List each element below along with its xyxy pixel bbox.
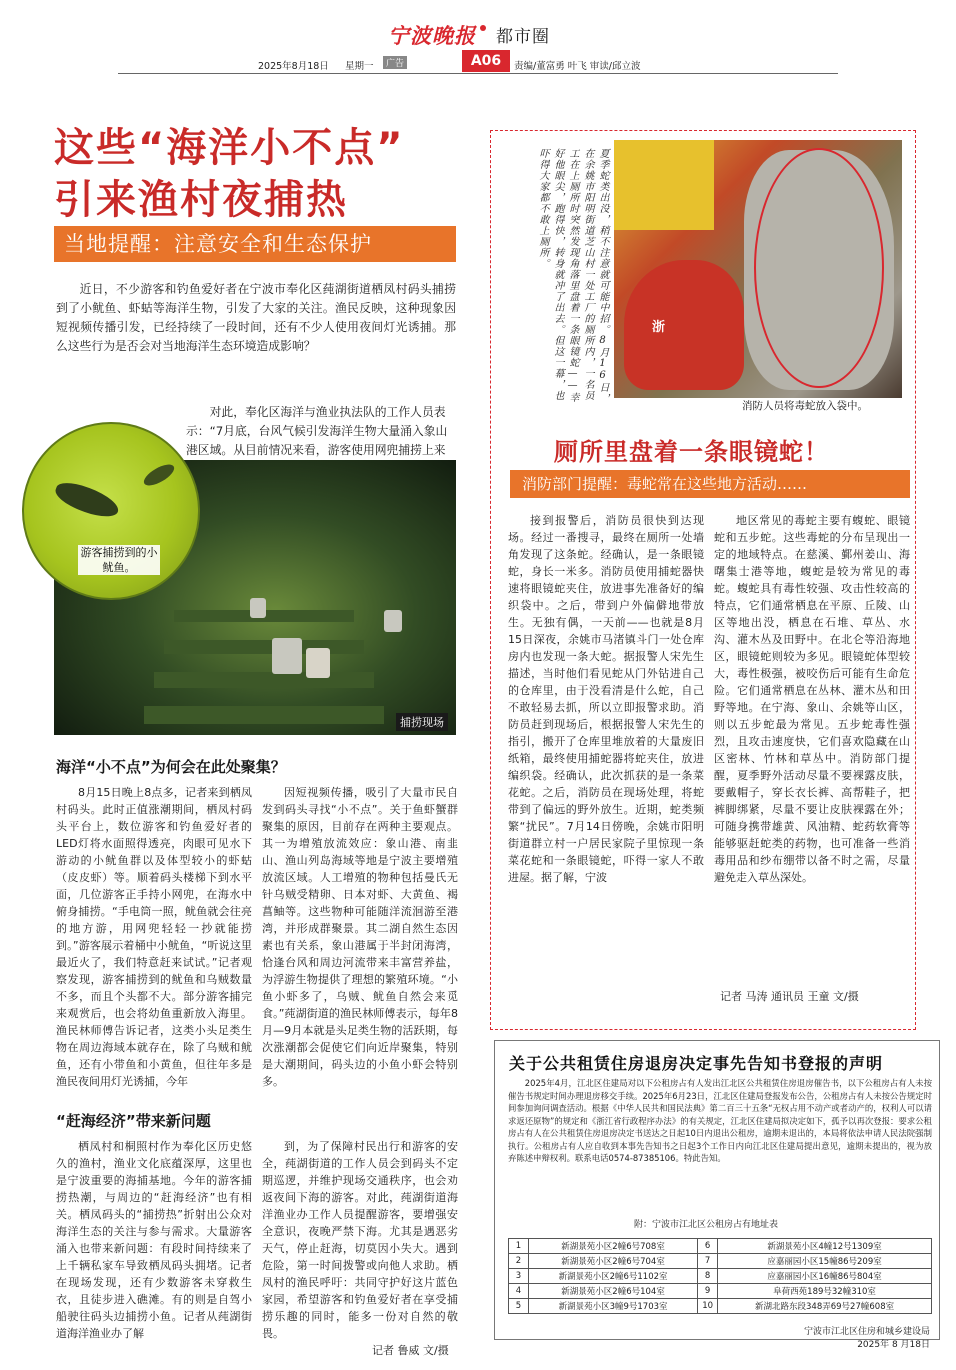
bucket-caption: 游客捕捞到的小鱿鱼。 [78,545,160,575]
row-address: 新湖景苑小区2幢6号708室 [529,1239,698,1254]
article1-title-line1: 这些“海洋小不点” [54,125,405,171]
notice-body: 2025年4月，江北区住建局对以下公租房占有人发出江北区公共租赁住房退房催告书，以下公租房占有人未按催告书规定时间办理退房移交手续。2025年6月23日，江北区住建局登报发布公告，公租房占有人未按公告规定时间参加询问调查活动。根据《中华人民共和国民法典》第二百三十五条“无权占用不动产或者动产的，权利人可以请求返还原物”的规定和《浙江省行政程序办法》的有关规定，江北区住建局拟决定如下，孤予以再次登报：要求公租房占有人在公共租赁住房退房决定书送达之日起10日内退出公租房，逾期未退出的，本局将依法申请人民法院强制执行。公租房占有人应自收到本事先告知书之日起3个工作日内向江北区住建局提出意见，逾期未提出的，视为放弃陈述申辩权利。联系电话0574-87385106。特此告知。 [508,1078,932,1163]
row-address: 新湖景苑小区4幢12号1309室 [718,1239,932,1254]
row-address: 应嘉丽园小区16幢86号804室 [718,1269,932,1284]
page-number: A06 [462,50,510,72]
issue-date: 2025年8月18日 [258,61,329,72]
row-address: 新湖北路东段348弄69号27幢608室 [718,1299,932,1314]
article1-subtitle: 当地提醒：注意安全和生态保护 [54,226,456,262]
row-number: 7 [698,1254,718,1269]
section2-column1: 栖凤村和桐照村作为奉化区历史悠久的渔村，渔业文化底蕴深厚，这里也是宁波重要的海捕基地。今年的游客捕捞热潮，与周边的“赶海经济”也有相关。栖凤码头的“捕捞热”折射出公众对海洋生态的关注与参与需求。大量游客涌入也带来新问题：有段时间持续来了上千辆私家车导致栖凤码头拥堵。记者在现场发现，还有少数游客未穿救生衣，且徒步进入礁滩。有的则是自驾小船驶往码头边捕捞小鱼。记者从莼湖街道海洋渔业办了解 [56,1140,252,1340]
row-number: 6 [698,1239,718,1254]
row-address: 应嘉丽园小区15幢86号209室 [718,1254,932,1269]
snake-article-lead: 夏季蛇类出没，稍不注意就可能中招。8月16日，在余姚市阳明街道芝山村一处工厂的厕所内，一名员工在上厕所时突然发现角落里盘着一条眼镜蛇——幸好他眼尖，跑得快，转身就冲了出去。但这一幕，也吓得大家都不敢上厕所。 [537,148,608,404]
masthead-brand: 宁波晚报 [388,23,476,48]
notice-signature [804,1324,930,1350]
masthead-dot [480,25,486,31]
row-address: 新湖景苑小区2幢6号1102室 [529,1269,698,1284]
fishing-scene-caption: 捕捞现场 [396,713,448,731]
masthead-rule [118,73,838,74]
section2-heading: “赶海经济”带来新问题 [56,1112,211,1130]
row-address: 阜荷西苑189号32幢310室 [718,1284,932,1299]
section1-heading: 海洋“小不点”为何会在此处聚集？ [56,758,286,776]
snake-byline: 记者 马涛 通讯员 王童 文/摄 [720,990,859,1003]
row-address: 新湖景苑小区3幢9号1703室 [529,1299,698,1314]
section1-column1: 8月15日晚上8点多，记者来到栖凤村码头。此时正值涨潮期间，栖凤村码头平台上，数位游客和钓鱼爱好者的LED灯将水面照得透亮，肉眼可见水下游动的小鱿鱼群以及体型较小的虾蛄（皮皮虾）等。顺着码头楼梯下到水平面，几位游客正手持小网兜，在海水中俯身捕捞。“手电筒一照，鱿鱼就会往亮的地方游，用网兜轻轻一抄就能捞到。”游客展示着桶中小鱿鱼，“听说这里最近火了，我们特意赶来试试。”记者观察发现，游客捕捞到的鱿鱼和乌贼数量不多，而且个头都不大。部分游客捕完来观赏后，也会将幼鱼重新放入海里。渔民林师傅告诉记者，这类小头足类生物在周边海域本就存在，除了乌贼和鱿鱼，还有小带鱼和小黄鱼，但往年多是渔民夜间用灯光诱捕，今年 [56,786,252,1088]
snake-column1: 接到报警后，消防员很快到达现场。经过一番搜寻，最终在厕所一处墙角发现了这条蛇。经确认，是一条眼镜蛇，身长一米多。消防员使用捕蛇器快速将眼镜蛇夹住，放进事先准备好的编织袋中。之后，带到户外偏僻地带放生。无独有偶，一天前——也就是8月15日深夜，余姚市马渚镇斗门一处仓库房内也发现一条大蛇。据报警人宋先生描述，当时他们看见蛇从门外钻进自己的仓库里，由于没看清是什么蛇，自己不敢轻易去抓，所以立即报警求助。消防员赶到现场后，根据报警人宋先生的指引，搬开了仓库里堆放着的大量废旧纸箱，最终使用捕蛇器将蛇夹住，放进编织袋。经确认，此次抓获的是一条菜花蛇。之后，消防员在现场处理，将蛇带到了偏远的野外放生。近期，蛇类频繁“扰民”。7月14日傍晚，余姚市阳明街道群立村一户居民家院子里惊现一条菜花蛇和一条眼镜蛇，吓得一家人不敢进屋。据了解，宁波 [508,514,704,884]
editors-line: 责编/董富勇 叶飞 审读/邱立波 [514,61,641,72]
issue-weekday: 星期一 [345,61,374,72]
article1-byline: 记者 鲁威 文/摄 [372,1344,449,1357]
snake-photo [614,140,902,398]
row-number: 9 [698,1284,718,1299]
row-number: 2 [509,1254,529,1269]
row-number: 4 [509,1284,529,1299]
notice-sign-date: 2025年 8 月18日 [857,1340,930,1350]
row-address: 新湖景苑小区2幢6号104室 [529,1284,698,1299]
notice-sign-org: 宁波市江北区住房和城乡建设局 [803,1327,930,1337]
article1-title-line2: 引来渔村夜捕热 [54,177,348,223]
address-table [508,1238,932,1314]
section1-column2: 因短视频传播，吸引了大量市民自发到码头寻找“小不点”。关于鱼虾蟹群聚集的原因，目前存在两种主要观点。其一为增殖放流效应：象山港、南韭山、渔山列岛海域等地是宁波主要增殖放流区域。人工增殖的物种包括曼氏无针乌贼受精卵、日本对虾、大黄鱼、褐菖鲉等。这些物种可能随洋流洄游至港湾，并形成群聚景。其二湖自然生态因素也有关系，象山港属于半封闭海湾，恰逢台风和周边河流带来丰富营养盐，为浮游生物提供了理想的繁殖环境。“小鱼小虾多了，乌贼、鱿鱼自然会来觅食。”莼湖街道的渔民林师傅表示，每年8月—9月本就是头足类生物的活跃期，每次涨潮都会促使它们向近岸聚集，特别是大潮期间，码头边的小鱼小虾会特别多。 [262,786,458,1088]
article1-intro2: 对此，奉化区海洋与渔业执法队的工作人员表示：“7月底，台风气候引发海洋生物大量涌入象山港区域。从目前情况来看，游客使用网兜捕捞上来 [186,405,448,457]
row-number: 1 [509,1239,529,1254]
notice-attachment-title: 附：宁波市江北区公租房占有地址表 [634,1220,779,1230]
row-number: 8 [698,1269,718,1284]
row-number: 5 [509,1299,529,1314]
section-name: 都市圈 [496,27,550,47]
row-number: 10 [698,1299,718,1314]
table-row [509,1269,932,1284]
snake-column2: 地区常见的毒蛇主要有蝮蛇、眼镜蛇和五步蛇。这些毒蛇的分布呈现出一定的地域特点。在慈溪、鄞州姜山、海曙集士港等地，蝮蛇是较为常见的毒蛇。蝮蛇具有毒性较强、攻击性较高的特点，它们通常栖息在平原、丘陵、山区等地出没，栖息在石堆、草丛、水沟、灌木丛及田野中。在北仑等沿海地区，眼镜蛇则较为多见。眼镜蛇体型较大，毒性极强，被咬伤后可能有生命危险。它们通常栖息在丛林、灌木丛和田野等地。在宁海、象山、余姚等山区，则以五步蛇最为常见。五步蛇毒性强烈，且攻击速度快，它们喜欢隐藏在山区密林、竹林和草丛中。消防部门提醒，夏季野外活动尽量不要裸露皮肤，要戴帽子，穿长衣长裤、高帮鞋子，把裤脚绑紧，尽量不要让皮肤裸露在外；可随身携带雄黄、风油精、蛇药软膏等能够驱赶蛇类的药物，也可准备一些消毒用品和纱布绷带以备不时之需，尽量避免走入草丛深处。 [714,514,910,884]
article1-intro: 近日，不少游客和钓鱼爱好者在宁波市奉化区莼湖街道栖凤村码头捕捞到了小鱿鱼、虾蛄等海洋生物，引发了大家的关注。渔民反映，这种现象因短视频传播引发，已经持续了一段时间，还有不少人使用夜间灯光诱捕。那么这些行为是否会对当地海洋生态环境造成影响？ [56,282,456,353]
notice-title: 关于公共租赁住房退房决定事先告知书登报的声明 [509,1054,884,1073]
highlight-circle [754,148,884,388]
snake-photo-caption: 消防人员将毒蛇放入袋中。 [742,400,868,412]
edition-tag: 广告 [383,56,407,69]
table-row [509,1239,932,1254]
fire-dept-logo: 浙 [652,320,666,335]
table-row [509,1254,932,1269]
row-number: 3 [509,1269,529,1284]
snake-article-title: 厕所里盘着一条眼镜蛇！ [554,438,829,466]
section2-column2: 到，为了保障村民出行和游客的安全，莼湖街道的工作人员会到码头不定期巡逻，并维护现场交通秩序，也会劝返夜间下海的游客。对此，莼湖街道海洋渔业办工作人员提醒游客，要增强安全意识，夜晚严禁下海。尤其是遇恶劣天气，停止赶海，切莫因小失大。遇到危险，第一时间拨警或向他人求助。栖凤村的渔民呼吁：共同守护好这片蓝色家园，希望游客和钓鱼爱好者在享受捕捞乐趣的同时，能多一份对自然的敬畏。 [262,1140,458,1340]
snake-article-subtitle: 消防部门提醒：毒蛇常在这些地方活动…… [510,470,910,498]
row-address: 新湖景苑小区2幢6号704室 [529,1254,698,1269]
table-row [509,1299,932,1314]
table-row [509,1284,932,1299]
